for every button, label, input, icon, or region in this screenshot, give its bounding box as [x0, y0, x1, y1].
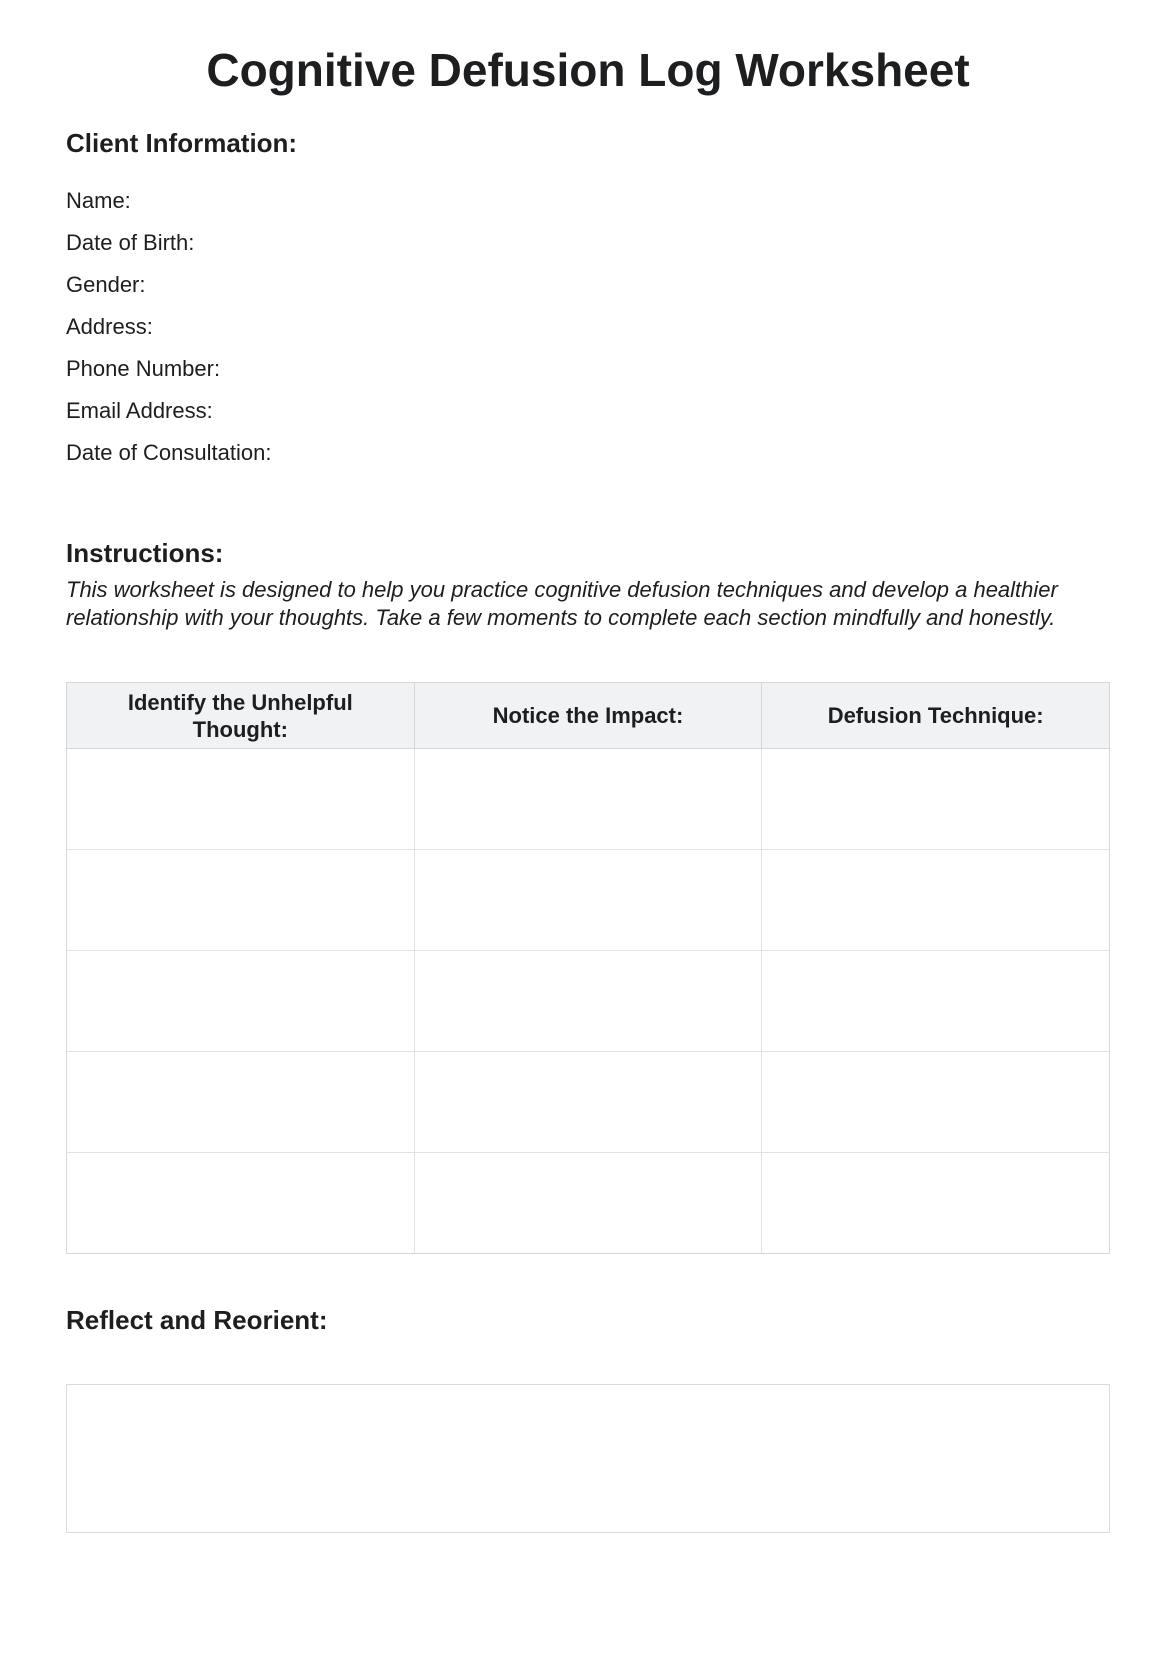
field-gender: [66, 272, 1110, 298]
instructions-text: This worksheet is designed to help you practice cognitive defusion techniques and develop a healthier relationship with your thoughts. Take a few moments to complete each section mindfully and honestly.: [66, 577, 1058, 630]
field-email-address: [66, 398, 1110, 424]
field-date-of-consultation-value[interactable]: [278, 440, 558, 460]
worksheet-page: [0, 42, 1176, 1672]
reflect-heading: Reflect and Reorient:: [66, 1305, 328, 1335]
field-email-address-value[interactable]: [219, 398, 499, 418]
log-table-cell[interactable]: [414, 1052, 762, 1153]
log-table-cell[interactable]: [414, 1153, 762, 1254]
log-table-cell[interactable]: [414, 951, 762, 1052]
log-table-cell[interactable]: [67, 749, 415, 850]
log-table-cell[interactable]: [414, 749, 762, 850]
field-address: [66, 314, 1110, 340]
defusion-log-table: [66, 682, 1110, 1254]
client-info-heading: Client Information:: [66, 128, 298, 158]
reflection-textarea[interactable]: [66, 1384, 1110, 1533]
field-gender-value[interactable]: [152, 272, 432, 292]
page-title: Cognitive Defusion Log Worksheet: [206, 44, 970, 96]
instructions-heading: Instructions:: [66, 538, 224, 568]
log-table-cell[interactable]: [67, 1052, 415, 1153]
field-name-label: Name:: [66, 188, 131, 213]
log-table-row: [67, 749, 1110, 850]
field-name-value[interactable]: [137, 188, 417, 208]
log-table-cell[interactable]: [67, 1153, 415, 1254]
client-info-fields: [66, 188, 1110, 466]
column-header-notice-impact: Notice the Impact:: [414, 683, 762, 749]
log-table-cell[interactable]: [762, 850, 1110, 951]
log-table-cell[interactable]: [67, 850, 415, 951]
field-phone-number-label: Phone Number:: [66, 356, 221, 381]
column-header-identify-thought: Identify the Unhelpful Thought:: [67, 683, 415, 749]
field-name: [66, 188, 1110, 214]
field-phone-number: [66, 356, 1110, 382]
field-date-of-birth-value[interactable]: [201, 230, 481, 250]
log-table-cell[interactable]: [67, 951, 415, 1052]
log-table-header-row: [67, 683, 1110, 749]
column-header-defusion-technique: Defusion Technique:: [762, 683, 1110, 749]
log-table-cell[interactable]: [762, 749, 1110, 850]
log-table-cell[interactable]: [414, 850, 762, 951]
log-table-row: [67, 850, 1110, 951]
field-address-value[interactable]: [159, 314, 439, 334]
field-date-of-consultation-label: Date of Consultation:: [66, 440, 272, 465]
field-date-of-birth-label: Date of Birth:: [66, 230, 195, 255]
log-table-cell[interactable]: [762, 951, 1110, 1052]
field-email-address-label: Email Address:: [66, 398, 213, 423]
log-table-row: [67, 951, 1110, 1052]
log-table-cell[interactable]: [762, 1052, 1110, 1153]
field-address-label: Address:: [66, 314, 153, 339]
field-gender-label: Gender:: [66, 272, 146, 297]
field-date-of-birth: [66, 230, 1110, 256]
field-phone-number-value[interactable]: [226, 356, 506, 376]
log-table-header: [67, 683, 1110, 749]
log-table-row: [67, 1153, 1110, 1254]
log-table-row: [67, 1052, 1110, 1153]
log-table-body: [67, 749, 1110, 1254]
field-date-of-consultation: [66, 440, 1110, 466]
log-table-cell[interactable]: [762, 1153, 1110, 1254]
